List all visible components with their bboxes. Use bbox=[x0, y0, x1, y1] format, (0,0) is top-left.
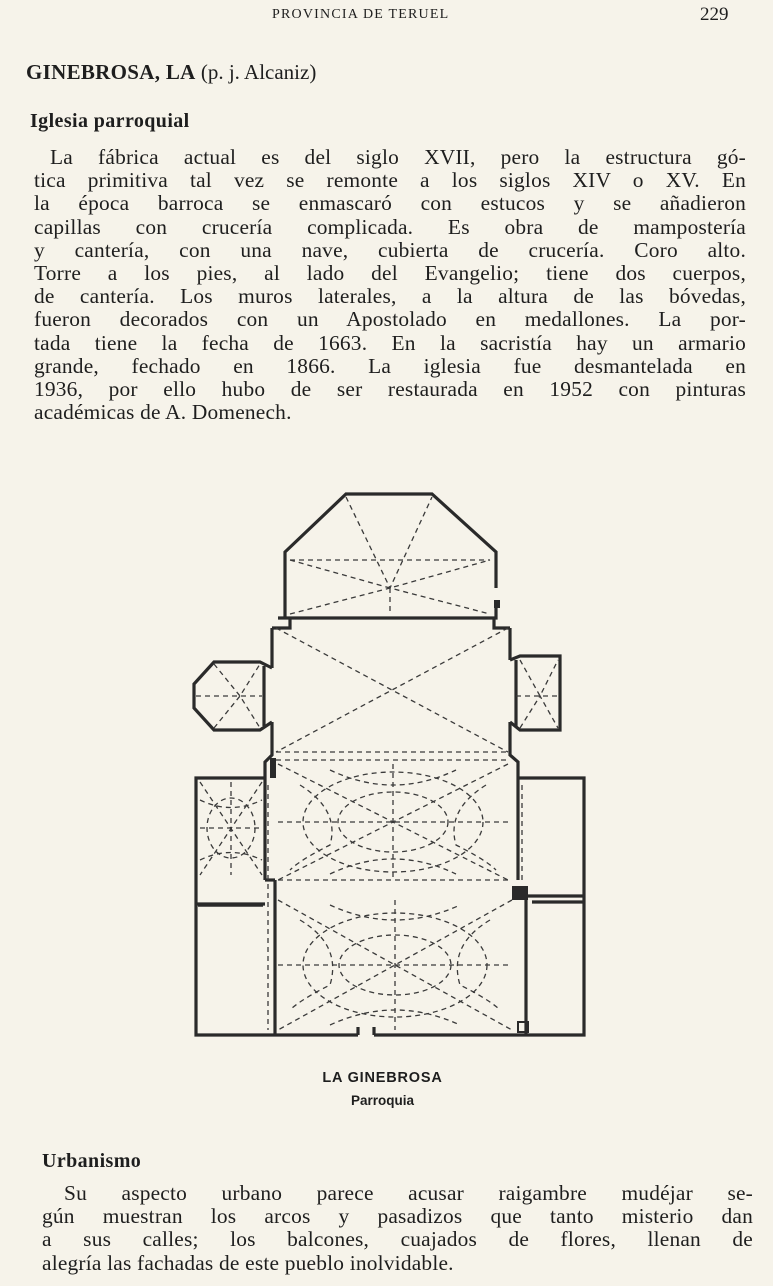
text-line: y cantería, con una nave, cubierta de crucería. Coro alto. bbox=[34, 237, 746, 262]
section-heading-urbanismo: Urbanismo bbox=[42, 1150, 142, 1172]
entry-district: (p. j. Alcaniz) bbox=[200, 60, 317, 84]
text-line: grande, fechado en 1866. La iglesia fue desmantelada en bbox=[34, 353, 746, 378]
figure-caption-subtitle: Parroquia bbox=[350, 1093, 415, 1108]
church-floor-plan bbox=[190, 490, 590, 1040]
page-number: 229 bbox=[700, 4, 729, 25]
text-line: a sus calles; los balcones, cuajados de flores, llenan de bbox=[42, 1227, 753, 1252]
text-line: de cantería. Los muros laterales, a la altura de las bóvedas, bbox=[34, 284, 746, 309]
text-line: fueron decorados con un Apostolado en medallones. La por- bbox=[34, 307, 746, 332]
entry-title bbox=[26, 60, 316, 85]
text-line: gún muestran los arcos y pasadizos que tanto misterio dan bbox=[42, 1204, 753, 1229]
text-line: la época barroca se enmascaró con estucos y se añadieron bbox=[34, 191, 746, 216]
plan-walls bbox=[194, 494, 584, 1035]
plan-vaulting bbox=[196, 497, 558, 1030]
section-heading-iglesia: Iglesia parroquial bbox=[30, 110, 190, 132]
text-line: Su aspecto urbano parece acusar raigambre mudéjar se- bbox=[64, 1181, 753, 1205]
running-title: PROVINCIA DE TERUEL bbox=[272, 7, 450, 22]
text-line: tica primitiva tal vez se remonte a los siglos XIV o XV. En bbox=[34, 168, 746, 193]
text-line: La fábrica actual es del siglo XVII, pero la estructura gó- bbox=[50, 145, 746, 169]
figure-caption-title: LA GINEBROSA bbox=[322, 1070, 443, 1086]
text-line: 1936, por ello hubo de ser restaurada en 1952 con pinturas bbox=[34, 377, 746, 402]
paragraph-iglesia bbox=[34, 146, 746, 424]
page-header bbox=[0, 4, 773, 28]
paragraph-urbanismo bbox=[42, 1182, 753, 1275]
text-line: capillas con crucería complicada. Es obra de mampostería bbox=[34, 214, 746, 239]
entry-name: GINEBROSA, LA bbox=[26, 60, 196, 84]
text-line: académicas de A. Domenech. bbox=[34, 400, 292, 425]
text-line: tada tiene la fecha de 1663. En la sacristía hay un armario bbox=[34, 330, 746, 355]
text-line: Torre a los pies, al lado del Evangelio; tiene dos cuerpos, bbox=[34, 261, 746, 286]
text-line: alegría las fachadas de este pueblo inolvidable. bbox=[42, 1250, 454, 1275]
